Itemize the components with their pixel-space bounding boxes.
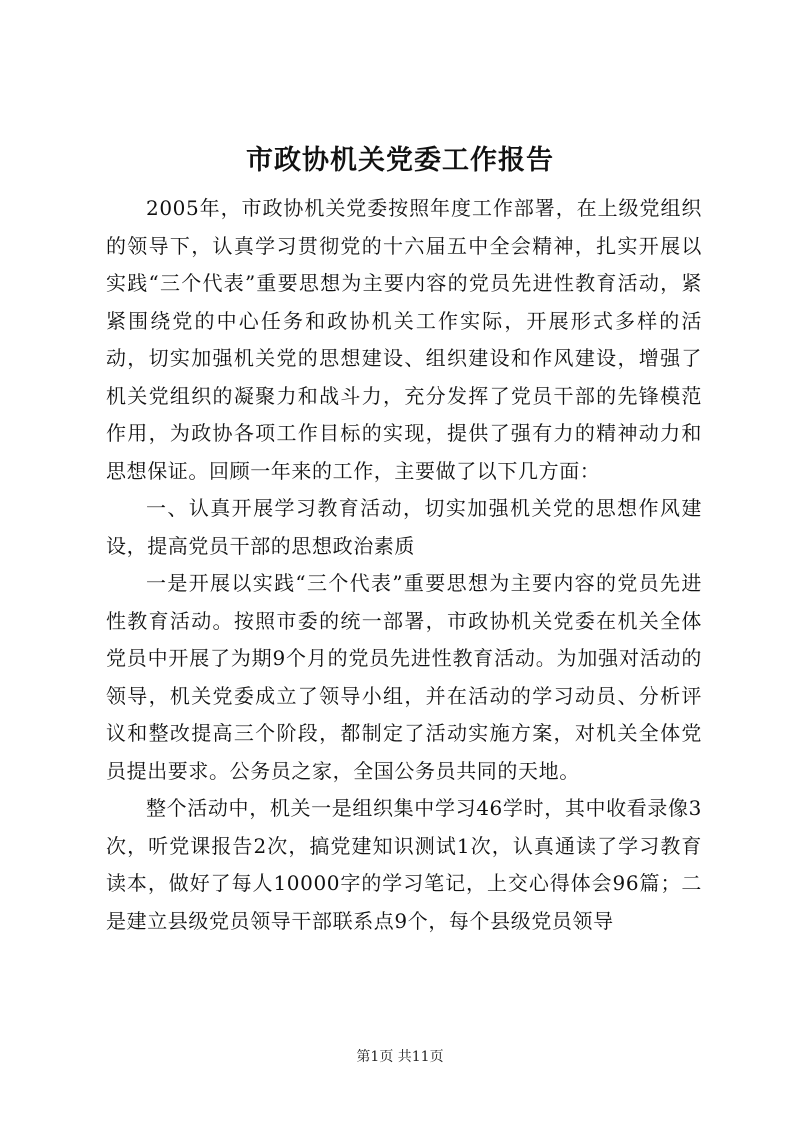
paragraph-intro: 2005年，市政协机关党委按照年度工作部署，在上级党组织的领导下，认真学习贯彻党的十六届五中全会精神，扎实开展以实践“三个代表”重要思想为主要内容的党员先进性教育活动，紧紧围绕党的中心任务和政协机关工作实际，开展形式多样的活动，切实加强机关党的思想建设、组织建设和作风建设，增强了机关党组织的凝聚力和战斗力，充分发挥了党员干部的先锋模范作用，为政协各项工作目标的实现，提供了强有力的精神动力和思想保证。回顾一年来的工作，主要做了以下几方面： [106,196,702,483]
paragraph-section-heading: 一、认真开展学习教育活动，切实加强机关党的思想作风建设，提高党员干部的思想政治素质 [106,496,702,558]
paragraph-activity-details: 整个活动中，机关一是组织集中学习46学时，其中收看录像3次，听党课报告2次，搞党建知识测试1次，认真通读了学习教育读本，做好了每人10000字的学习笔记，上交心得体会96篇；二是建立县级党员领导干部联系点9个，每个县级党员领导 [106,796,702,933]
paragraph-education-activity: 一是开展以实践“三个代表”重要思想为主要内容的党员先进性教育活动。按照市委的统一部署，市政协机关党委在机关全体党员中开展了为期9个月的党员先进性教育活动。为加强对活动的领导，机关党委成立了领导小组，并在活动的学习动员、分析评议和整改提高三个阶段，都制定了活动实施方案，对机关全体党员提出要求。公务员之家，全国公务员共同的天地。 [106,571,702,783]
document-title: 市政协机关党委工作报告 [246,145,554,176]
page-number-footer: 第1页 共11页 [356,1049,444,1065]
document-body [106,190,702,940]
